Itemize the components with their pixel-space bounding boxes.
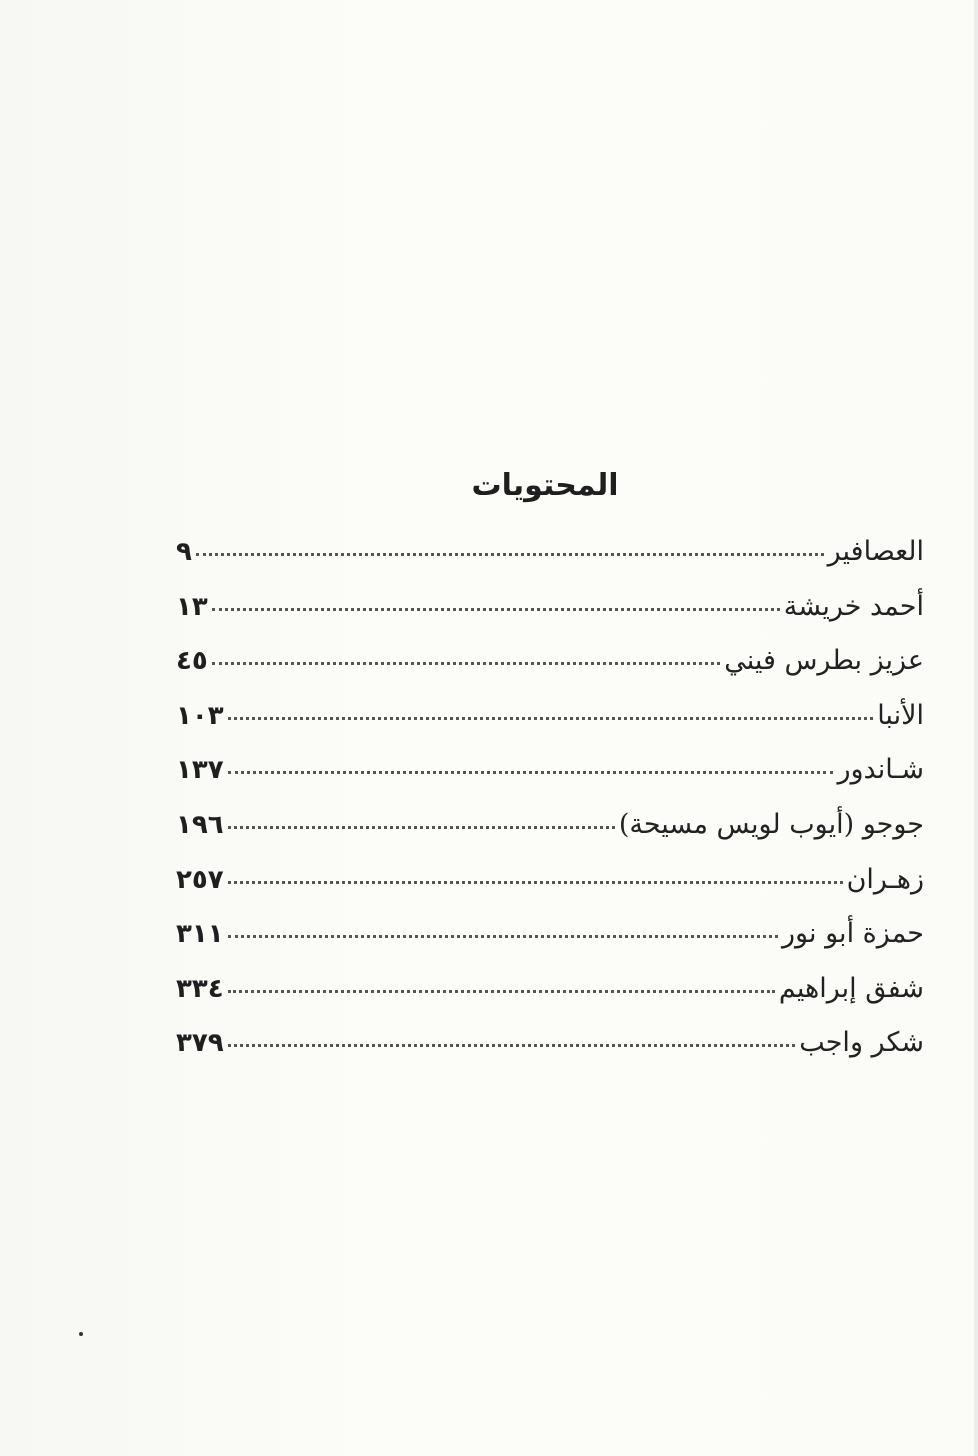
dot-leader [228,989,775,993]
toc-entry [176,1016,924,1071]
toc-entry [176,634,924,689]
dot-leader [228,880,843,884]
toc-entry-title: حمزة أبو نور [782,918,924,950]
dot-leader [196,552,824,556]
toc-entry-page: ٢٥٧ [176,864,224,895]
dot-leader [212,607,780,611]
toc-entry-title: شفق إبراهيم [778,972,924,1004]
toc-entry-title: زهـران [846,863,924,895]
toc-entry-page: ١٩٦ [176,809,224,840]
toc-entry-title: جوجو (أيوب لويس مسيحة) [618,808,924,840]
dot-leader [228,770,834,774]
toc-entry-page: ٩ [176,537,192,567]
toc-entry-page: ١٣٧ [176,755,224,786]
dot-leader [228,716,874,720]
toc-entry-title: أحمد خريشة [783,590,924,622]
toc-entry-title: عزيز بطرس فيني [724,645,924,677]
toc-entry [176,689,924,744]
toc-entry-page: ٣٧٩ [176,1028,224,1059]
toc-entry-title: شكر واجب [799,1027,924,1059]
toc-entry-page: ١٣ [176,591,208,622]
toc-entry [176,853,924,908]
toc-entry [176,907,924,962]
toc-entry [176,962,924,1017]
toc-entry [176,798,924,853]
dot-leader [228,1043,796,1047]
toc-entry-page: ١٠٣ [176,700,224,731]
dot-leader [228,825,615,829]
dot-leader [212,661,720,665]
toc-entry-page: ٣١١ [176,919,224,950]
toc-entry-title: العصافير [827,536,924,567]
toc-entry [176,525,924,580]
ink-speck [79,1332,83,1336]
toc-entry [176,743,924,798]
toc-heading: المحتويات [471,468,619,504]
page-edge [974,0,978,1456]
toc-entry-page: ٤٥ [176,646,208,677]
toc-entry-title: الأنبا [877,699,924,731]
dot-leader [228,934,778,938]
toc-entry-title: شـاندور [837,754,924,786]
toc-entry [176,580,924,635]
toc-entry-page: ٣٣٤ [176,973,224,1004]
toc-list [176,525,924,1071]
